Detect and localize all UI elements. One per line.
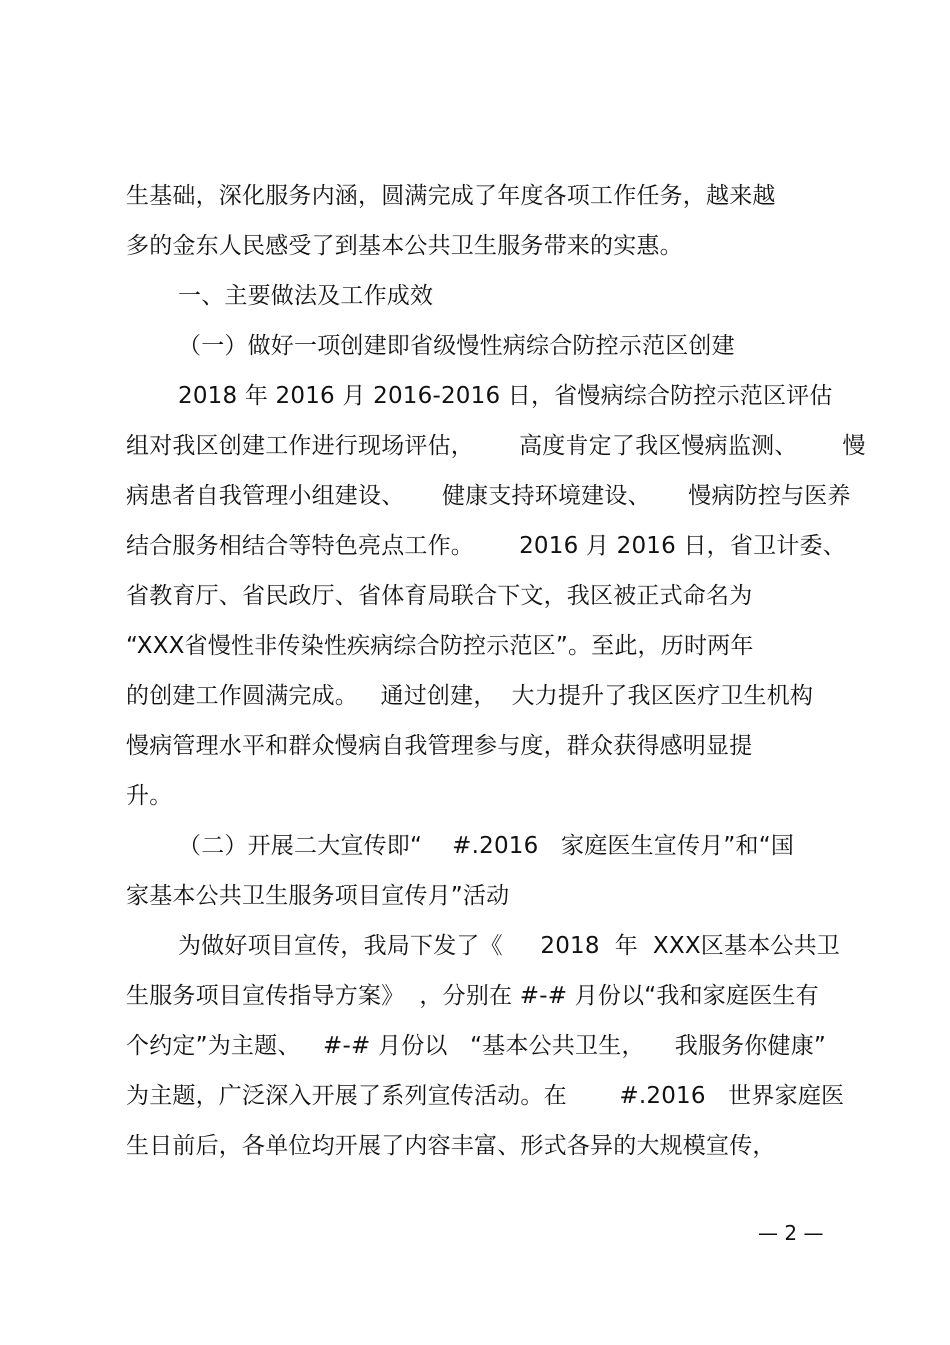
subsection-heading: （一）做好一项创建即省级慢性病综合防控示范区创建 (178, 333, 735, 359)
text-line: 为主题，广泛深入开展了系列宣传活动。在 #.2016 世界家庭医 (126, 1083, 845, 1109)
text-line: 省教育厅、省民政厅、省体育局联合下文，我区被正式命名为 (126, 583, 753, 609)
section-heading: 一、主要做法及工作成效 (178, 283, 434, 309)
text-line: 生基础，深化服务内涵，圆满完成了年度各项工作任务，越来越 (126, 183, 776, 209)
text-line: 多的金东人民感受了到基本公共卫生服务带来的实惠。 (126, 233, 683, 259)
text-line: 为做好项目宣传，我局下发了《 2018 年 XXX区基本公共卫 (178, 933, 841, 959)
text-line: 结合服务相结合等特色亮点工作。 2016 月 2016 日，省卫计委、 (126, 533, 846, 559)
text-line: 慢病管理水平和群众慢病自我管理参与度，群众获得感明显提 (126, 733, 753, 759)
page-number: — 2 — (758, 1221, 824, 1245)
text-line: 个约定”为主题、 #-# 月份以 “基本公共卫生， 我服务你健康” (126, 1033, 827, 1059)
text-line: 的创建工作圆满完成。 通过创建， 大力提升了我区医疗卫生机构 (126, 683, 814, 709)
text-line: 2018 年 2016 月 2016-2016 日，省慢病综合防控示范区评估 (178, 383, 833, 409)
text-line: 升。 (126, 783, 173, 809)
text-line: 病患者自我管理小组建设、 健康支持环境建设、 慢病防控与医养 (126, 483, 851, 509)
text-line: 生服务项目宣传指导方案》 ，分别在 #-# 月份以“我和家庭医生有 (126, 983, 819, 1009)
text-line: “XXX省慢性非传染性疾病综合防控示范区”。至此，历时两年 (126, 633, 754, 659)
subsection-heading: 家基本公共卫生服务项目宣传月”活动 (126, 883, 510, 909)
text-line: 生日前后，各单位均开展了内容丰富、形式各异的大规模宣传， (126, 1133, 776, 1159)
text-line: 组对我区创建工作进行现场评估， 高度肯定了我区慢病监测、 慢 (126, 433, 866, 459)
subsection-heading: （二）开展二大宣传即“ #.2016 家庭医生宣传月”和“国 (178, 833, 795, 859)
